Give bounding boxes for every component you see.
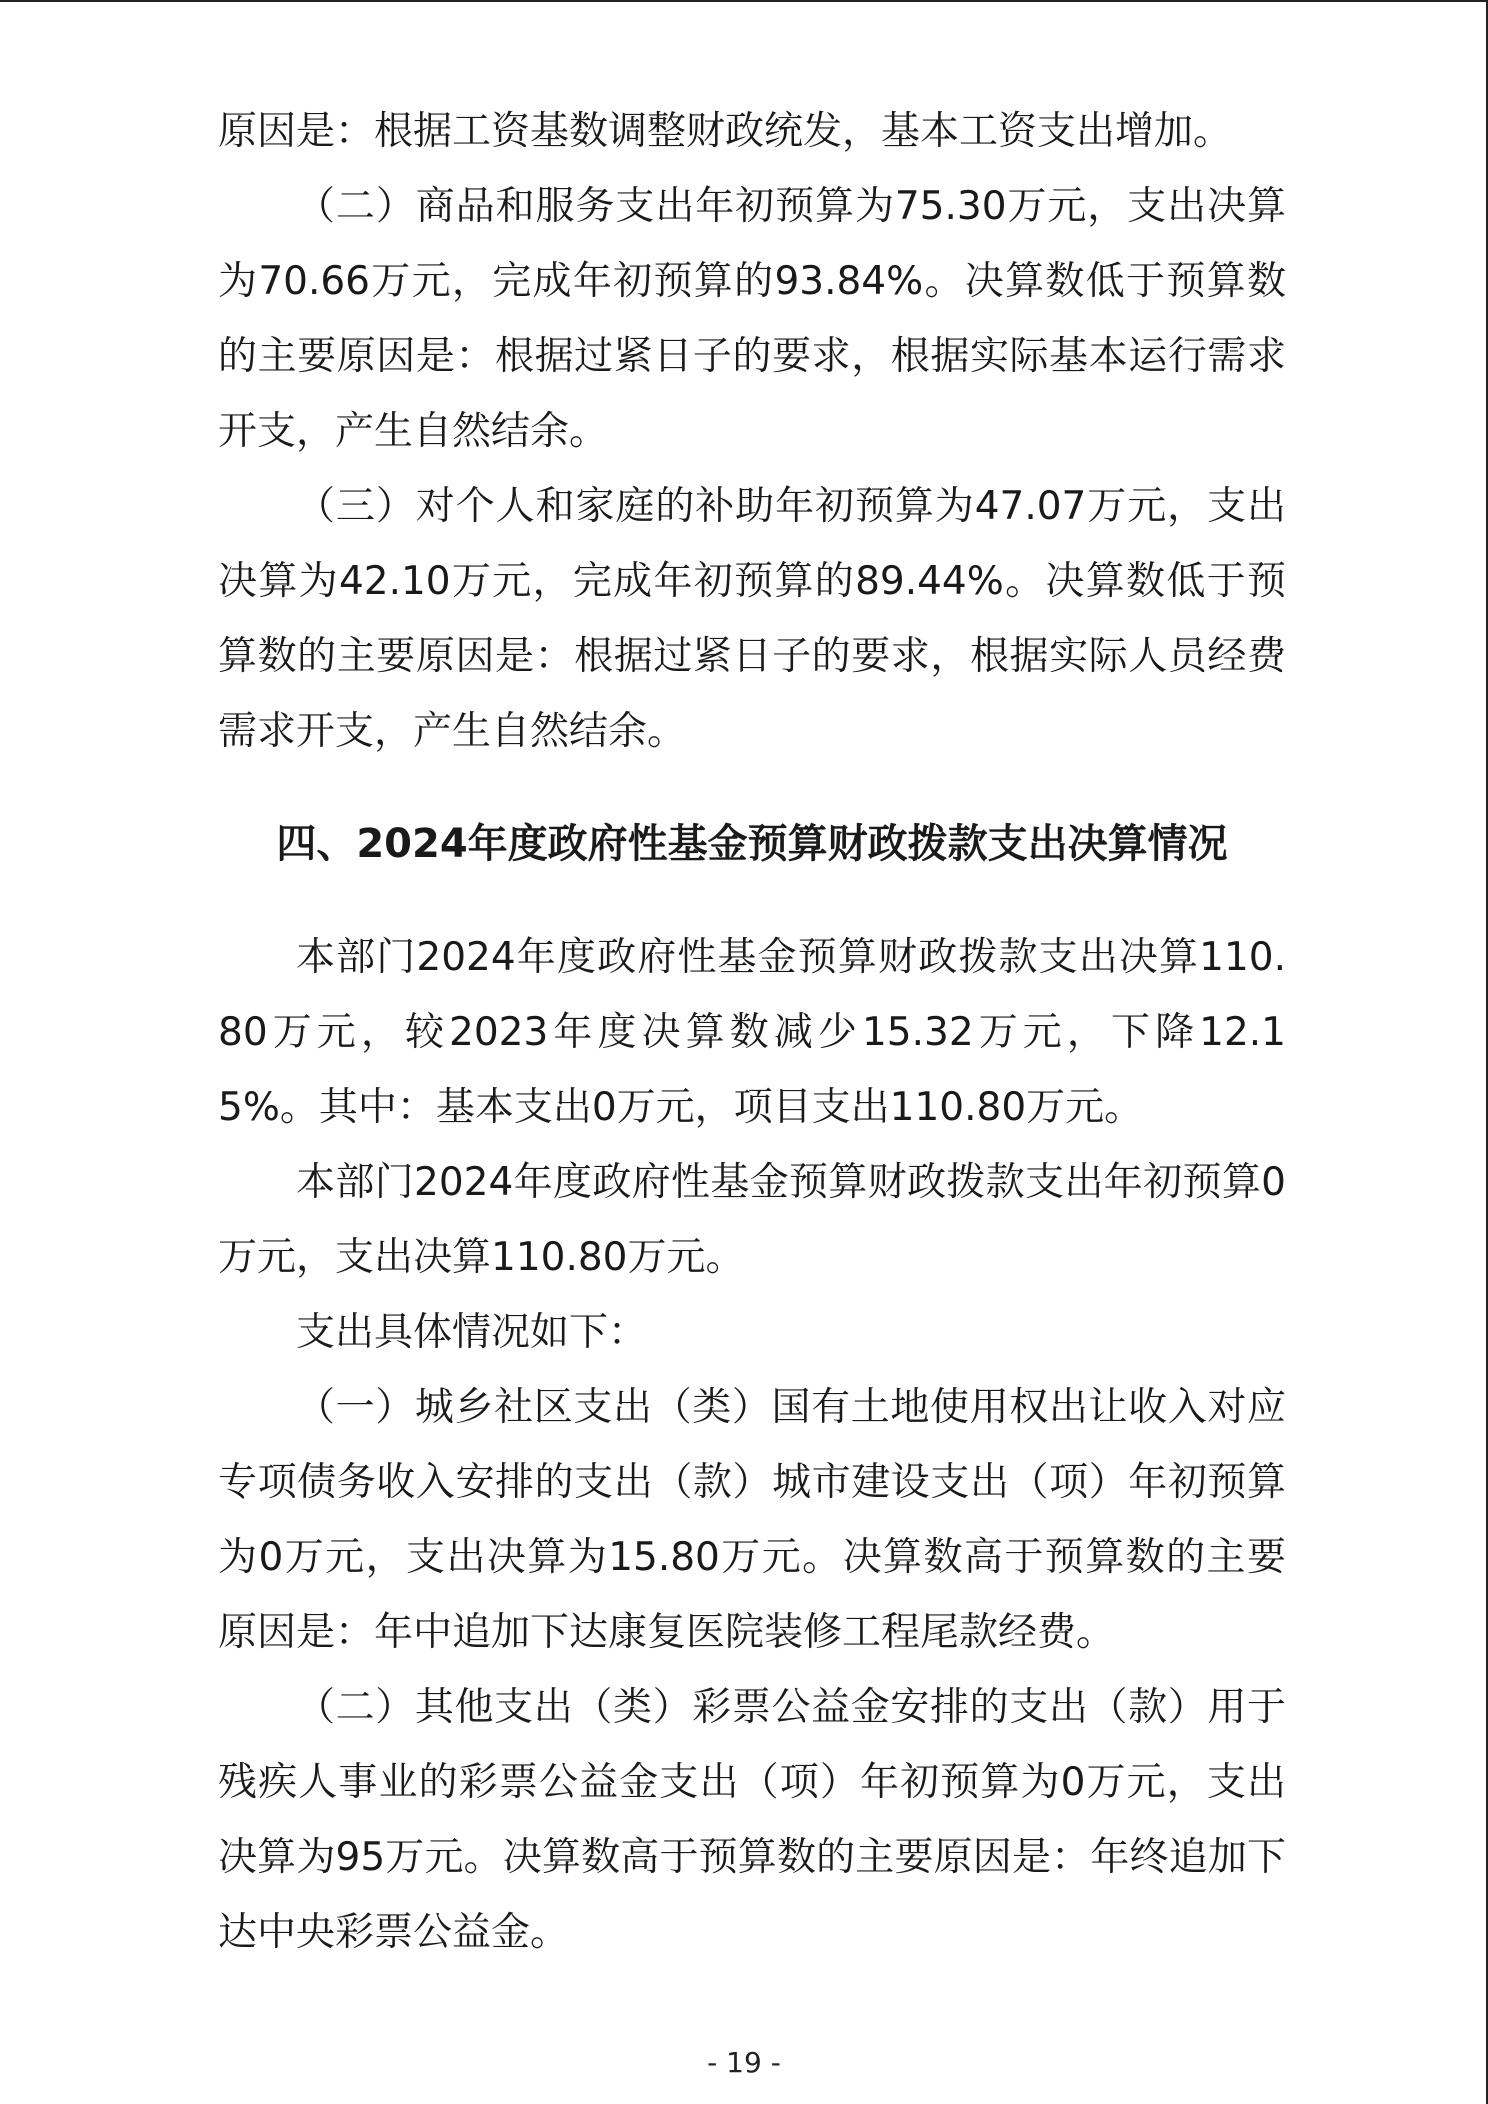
page-number: - 19 - [707, 2046, 781, 2079]
paragraph-personal-subsidy: （三）对个人和家庭的补助年初预算为47.07万元，支出决算为42.10万元，完成年初预算的89.44%。决算数低于预算数的主要原因是：根据过紧日子的要求，根据实际人员经费需求开支，产生自然结余。 [218, 484, 1286, 754]
paragraph-continuation: 原因是：根据工资基数调整财政统发，基本工资支出增加。 [218, 109, 1233, 154]
paragraph-details-intro: 支出具体情况如下： [296, 1310, 648, 1355]
page-content [218, 94, 1286, 1970]
section-heading: 四、2024年度政府性基金预算财政拨款支出决算情况 [276, 821, 1228, 867]
paragraph-fund-budget: 本部门2024年度政府性基金预算财政拨款支出年初预算0万元，支出决算110.80万元。 [218, 1160, 1286, 1280]
paragraph-fund-total: 本部门2024年度政府性基金预算财政拨款支出决算110.80万元，较2023年度决算数减少15.32万元，下降12.15%。其中：基本支出0万元，项目支出110.80万元。 [218, 935, 1286, 1130]
paragraph-goods-services: （二）商品和服务支出年初预算为75.30万元，支出决算为70.66万元，完成年初预算的93.84%。决算数低于预算数的主要原因是：根据过紧日子的要求，根据实际基本运行需求开支，产生自然结余。 [218, 184, 1286, 454]
paragraph-urban-rural: （一）城乡社区支出（类）国有土地使用权出让收入对应专项债务收入安排的支出（款）城市建设支出（项）年初预算为0万元，支出决算为15.80万元。决算数高于预算数的主要原因是：年中追加下达康复医院装修工程尾款经费。 [218, 1385, 1286, 1655]
paragraph-lottery-fund: （二）其他支出（类）彩票公益金安排的支出（款）用于残疾人事业的彩票公益金支出（项）年初预算为0万元，支出决算为95万元。决算数高于预算数的主要原因是：年终追加下达中央彩票公益金。 [218, 1685, 1286, 1955]
